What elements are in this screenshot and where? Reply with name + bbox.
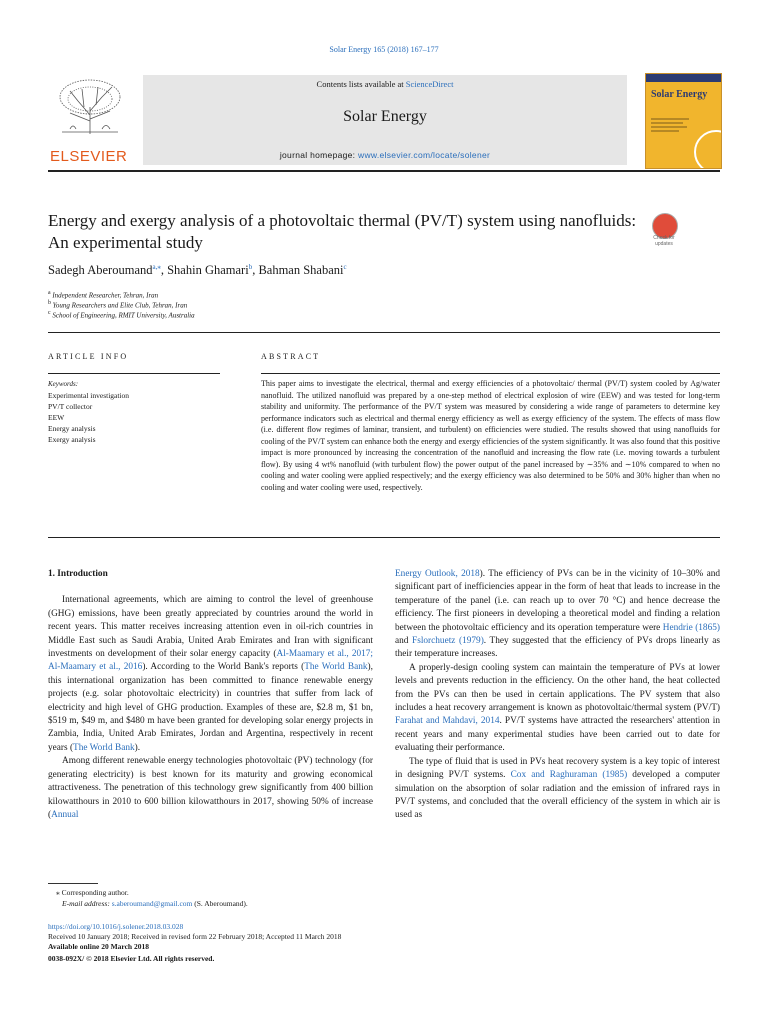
author-name[interactable]: Sadegh Aberoumand	[48, 263, 153, 278]
paragraph-text: ). The efficiency of PVs can be in the vicinity of 10–30% and significant part of inefficiencies appear in the form of heat that leads to increase in the temperature of the panel (i.e. can reach up to over 70 °C) and hence decrease the efficiency. The first pioneers in developing a theoretical model and finding a relation between the photovoltaic efficiency and its operation temperature were	[395, 569, 720, 633]
author-affil-sup[interactable]: c	[343, 263, 347, 271]
email-link[interactable]: s.aberoumand@gmail.com	[111, 899, 193, 908]
author-name[interactable]: Bahman Shabani	[258, 263, 344, 278]
abstract-bottom-divider	[48, 537, 720, 538]
doi-link[interactable]: https://doi.org/10.1016/j.solener.2018.03.028	[48, 922, 184, 931]
paragraph-text: and	[395, 636, 413, 647]
corresponding-author-note: ⁎ Corresponding author.	[56, 888, 129, 897]
paragraph-text: ), this international organization has been committed to finance renewable energy projects (e.g. solar photovoltaic electricity) in countries that suffer from lack of electricity and high level of GHG production. Examples of these are, $2.8 m, $1 bn, $519 m, $49 m, and $480 m have been granted for developing solar energy projects in Zambia, India, United Arab Emirates, Jordan and Argentina, respectively in recent years (	[48, 662, 373, 753]
journal-cover-image	[645, 73, 722, 169]
copyright-line: 0038-092X/ © 2018 Elsevier Ltd. All rights reserved.	[48, 954, 215, 963]
email-line	[62, 899, 248, 908]
keyword-item: EEW	[48, 413, 65, 422]
journal-name: Solar Energy	[343, 108, 427, 125]
cover-text-lines-icon	[651, 116, 691, 136]
paragraph-text: . They suggested that the efficiency of PVs drops linearly as their temperature increases.	[395, 636, 720, 660]
keyword-item: Exergy analysis	[48, 435, 96, 444]
elsevier-logo	[48, 75, 136, 165]
journal-reference-link[interactable]: Solar Energy 165 (2018) 167–177	[329, 45, 439, 54]
article-info-divider	[48, 373, 220, 374]
paragraph-text: The type of fluid that is used in PVs heat recovery system is a key topic of interest in designing PV/T systems.	[395, 756, 720, 781]
article-info-heading: ARTICLE INFO	[48, 352, 129, 361]
citation-link[interactable]: Farahat and Mahdavi, 2014	[395, 716, 500, 727]
header-divider	[48, 170, 720, 172]
author-name[interactable]: Shahin Ghamari	[167, 263, 249, 278]
body-column-left	[48, 568, 373, 822]
publisher-name: ELSEVIER	[50, 148, 128, 165]
check-for-updates-badge[interactable]	[645, 213, 683, 251]
keywords-label: Keywords:	[48, 380, 79, 388]
citation-link[interactable]: Al-Maamary et al., 2017; Al-Maamary et al., 2016	[48, 649, 374, 673]
affiliation-divider	[48, 332, 720, 333]
affiliation-c	[48, 310, 195, 319]
cover-top-band	[646, 74, 721, 82]
homepage-line	[143, 150, 627, 160]
email-label: E-mail address:	[62, 899, 112, 908]
author-sep: ,	[252, 263, 259, 278]
paragraph	[395, 756, 720, 823]
sciencedirect-link[interactable]: ScienceDirect	[405, 79, 454, 89]
affiliation-text: Independent Researcher, Tehran, Iran	[52, 291, 159, 300]
heading-spacer	[48, 581, 373, 594]
keyword-item: Experimental investigation	[48, 391, 130, 400]
affiliation-text: Young Researchers and Elite Club, Tehran, Iran	[52, 301, 188, 310]
paragraph-text: Among different renewable energy technologies photovoltaic (PV) technology (for generating electricity) is best known for its maturity and growing economical attractiveness. The penetration of this technology grew significantly from 400 billion kilowatthours in 2010 to 600 billion kilowatthours in 2017, showing 50% of increase (	[48, 756, 373, 820]
footnote-separator	[48, 883, 98, 884]
paragraph	[48, 755, 373, 822]
keyword-item: PV/T collector	[48, 402, 93, 411]
paper-title: Energy and exergy analysis of a photovoltaic thermal (PV/T) system using nanofluids: An experimental study	[48, 211, 637, 252]
affiliation-marker: b	[48, 300, 51, 306]
paragraph-text: International agreements, which are aiming to control the level of greenhouse (GHG) emissions, have been greatly appreciated by countries around the world in recent years. This matter receives increasing attention even in oil-rich countries in Middle East such as Saudi Arabia, United Arab Emirates and Iran with significant investments on development of their solar energy capacity (	[48, 595, 373, 660]
available-online: Available online 20 March 2018	[48, 942, 149, 951]
abstract-heading: ABSTRACT	[261, 352, 321, 361]
citation-link[interactable]: The World Bank	[73, 742, 135, 753]
abstract-text: This paper aims to investigate the electrical, thermal and exergy efficiencies of a photovoltaic/ thermal (PV/T) system cooled by Ag/water nanofluid. The utilized nanofluid was prepared by a one-step method of electrical explosion of wire (EEW) and was tested for long-term stability and uniformity. The performance of the PV/T system was measured by considering a wide range of parameters to determine key performance indicators such as electrical and thermal energy efficiency as well as exergy efficiency of the system. The effects of mass flow (i.e. different flow regimes of laminar, transient, and turbulent) on efficiencies were studied. The results showed that using nanofluids for cooling of the PV/T system can enhance both the energy and exergy efficiencies of the system significantly. It was also found that this positive impact is more pronounced by increasing the concentration of the nanofluid and increasing the flow rate (i.e. moving towards a turbulent flow). By using 4 wt% nanofluid (with turbulent flow) the power output of the panel increased by ∼35% and ∼10% compared to when no cooling and water cooling were applied respectively; and the exergy efficiency was also determined to be 50% and 30% higher than when no cooling and water cooling were used, respectively.	[261, 379, 720, 492]
email-suffix: (S. Aberoumand).	[192, 899, 248, 908]
cover-globe-icon	[694, 130, 722, 169]
keyword-item: Energy analysis	[48, 424, 96, 433]
citation-link[interactable]: Energy Outlook, 2018	[395, 569, 480, 579]
received-dates: Received 10 January 2018; Received in revised form 22 February 2018; Accepted 11 March 2018	[48, 932, 342, 941]
author-affil-sup[interactable]: a,⁎	[152, 263, 161, 271]
paragraph	[48, 594, 373, 755]
journal-header	[143, 75, 627, 165]
paragraph-text: ). According to the World Bank's reports (	[142, 662, 305, 673]
paragraph-text: A properly-design cooling system can maintain the temperature of PVs at lower levels and prevents reduction in the efficiency. On the other hand, the heat collected from the PVs can then be used in certain applications. The PV system that also includes a heat recovery arrangement is known as photovoltaic/thermal system (PV/T)	[395, 662, 720, 714]
author-affil-sup[interactable]: b	[248, 263, 253, 271]
abstract-divider	[261, 373, 720, 374]
citation-link[interactable]: The World Bank	[304, 662, 368, 673]
body-column-right	[395, 568, 720, 823]
affiliation-marker: c	[48, 310, 51, 316]
paragraph-text: developed a computer simulation on the absorption of solar radiation and the emission of infrared rays in PV/T systems, and concluded that the overall efficiency of the system in which air is used as	[395, 770, 720, 821]
citation-link[interactable]: Annual	[51, 809, 79, 820]
affiliation-text: School of Engineering, RMIT University, Australia	[52, 311, 195, 320]
affiliation-marker: a	[48, 290, 51, 296]
author-sep: ,	[160, 263, 168, 278]
contents-line	[143, 79, 627, 89]
section-heading: 1. Introduction	[48, 569, 108, 579]
author-list	[48, 263, 347, 278]
homepage-link[interactable]: www.elsevier.com/locate/solener	[358, 150, 491, 160]
contents-prefix: Contents lists available at	[316, 79, 406, 89]
affiliation-b	[48, 300, 187, 309]
elsevier-tree-icon	[56, 77, 124, 135]
paragraph	[395, 568, 720, 662]
cover-title: Solar Energy	[651, 89, 708, 100]
badge-label: Check for updates	[653, 235, 675, 247]
citation-link[interactable]: Hendrie (1865)	[662, 622, 720, 633]
paragraph	[395, 662, 720, 756]
citation-link[interactable]: Fslorchuetz (1979)	[412, 636, 484, 647]
paragraph-text: . PV/T systems have attracted the researchers' attention in recent years and many experimental studies have been carried out to date for evaluating their performance.	[395, 716, 720, 754]
citation-link[interactable]: Cox and Raghuraman (1985)	[510, 770, 628, 781]
paragraph-text: ).	[134, 742, 141, 753]
affiliation-a	[48, 290, 158, 299]
homepage-prefix: journal homepage:	[279, 150, 359, 160]
